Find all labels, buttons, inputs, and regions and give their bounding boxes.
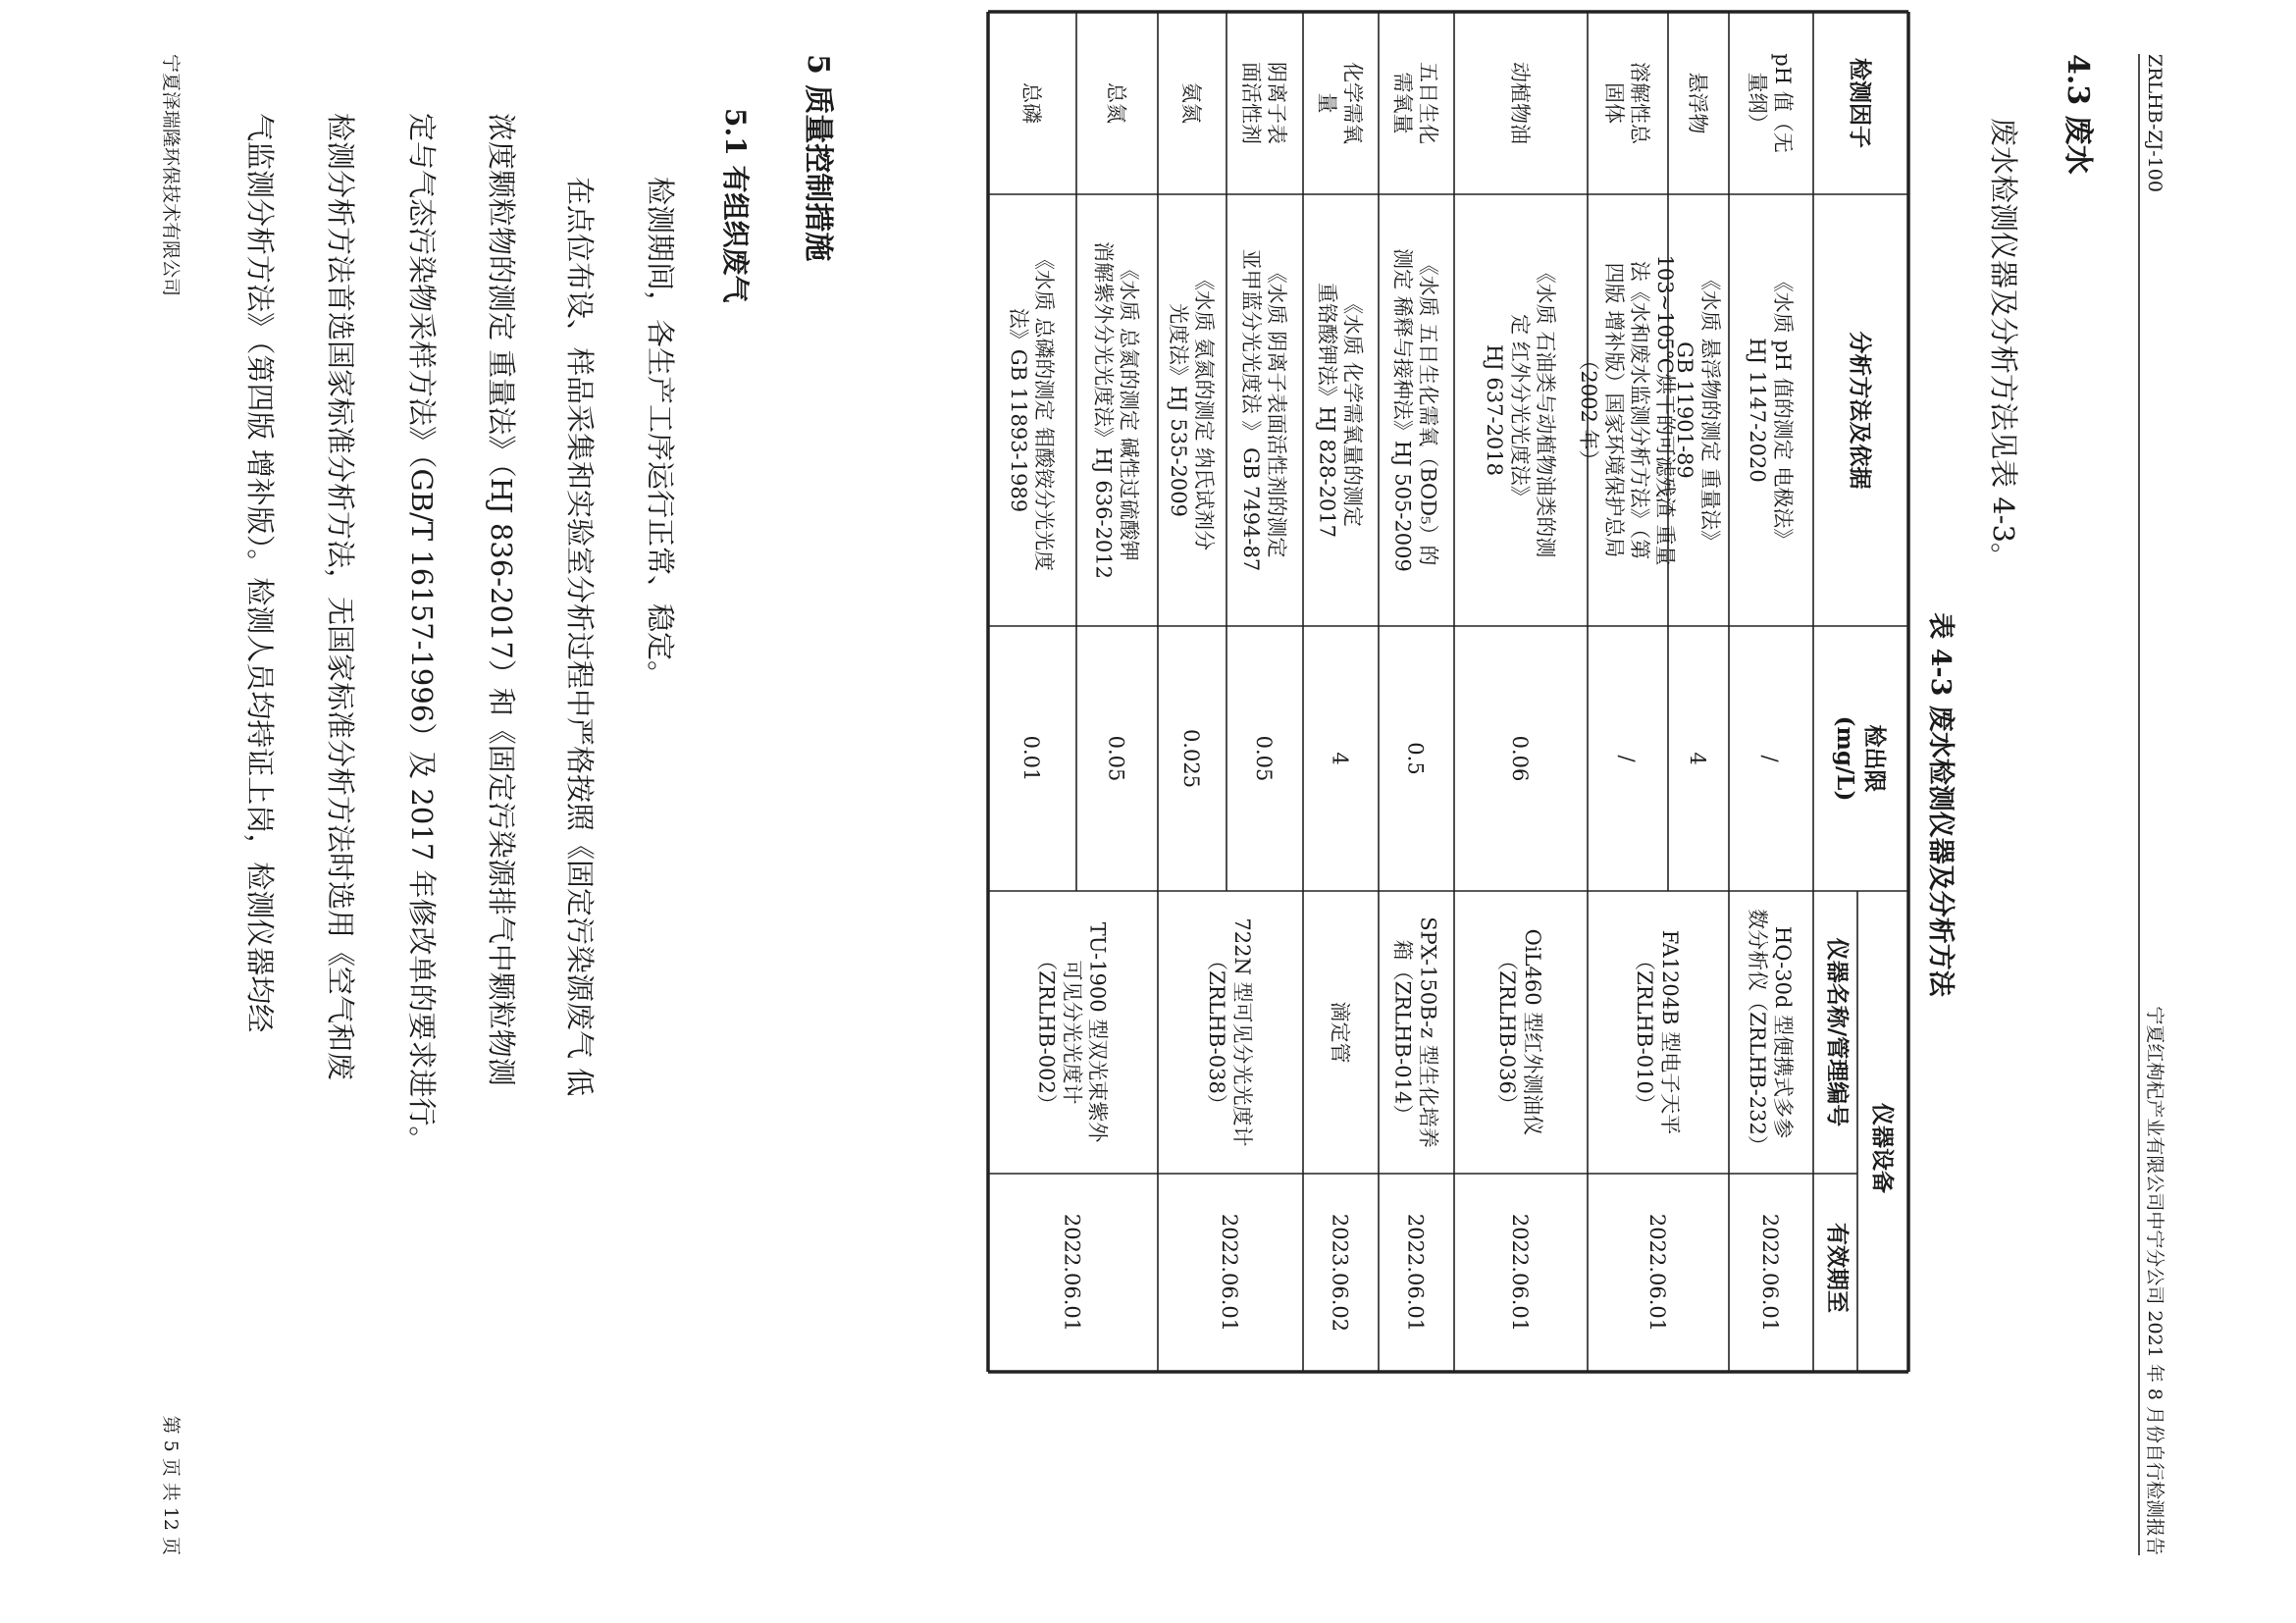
cell-method: 消解紫外分光光度法》HJ 636-2012 — [1091, 240, 1116, 580]
cell-factor: 总氮 — [1104, 82, 1128, 124]
paragraph-2-line: 定与气态污染物采样方法》（GB/T 16157-1996）及 2017 年修改单的要求进行。 — [405, 113, 439, 1155]
section-5-heading: 5 质量控制措施 — [801, 54, 835, 262]
paragraph-2-line: 在点位布设、样品采集和实验室分析过程中严格按照《固定污染源废气 低 — [563, 177, 597, 1097]
col-header-equipment: 仪器设备 — [1869, 1103, 1896, 1193]
cell-method: HJ 1147-2020 — [1746, 338, 1769, 483]
cell-instrument: （ZRLHB-010） — [1633, 950, 1656, 1115]
cell-factor: 氨氮 — [1179, 82, 1203, 124]
cell-factor: 总磷 — [1019, 82, 1043, 124]
cell-limit: 4 — [1686, 752, 1709, 765]
table-caption: 表 4-3 废水检测仪器及分析方法 — [1925, 612, 1956, 997]
cell-instrument: TU-1900 型双光束紫外 — [1085, 921, 1110, 1143]
cell-limit: 0.5 — [1403, 742, 1428, 775]
cell-factor: 量 — [1315, 92, 1339, 114]
cell-instrument: SPX-150B-z 型生化培养 — [1416, 916, 1440, 1148]
cell-method: 亚甲蓝分光光度法 》 GB 7494-87 — [1239, 248, 1263, 572]
cell-instrument: （ZRLHB-038） — [1205, 950, 1228, 1115]
paragraph-2-line: 气监测分析方法》（第四版 增补版）。检测人员均持证上岗，检测仪器均经 — [243, 113, 277, 1033]
cell-method: 《水质 化学需氧量的测定 — [1340, 293, 1365, 527]
cell-factor: 溶解性总 — [1628, 62, 1651, 144]
cell-valid-until: 2023.06.02 — [1328, 1213, 1352, 1333]
cell-method: 《水质 pH 值的测定 电极法》 — [1771, 271, 1795, 550]
report-title: 宁夏红枸杞产业有限公司中宁分公司 2021 年 8 月份自行检测报告 — [2144, 1006, 2166, 1555]
cell-method: 《水质 石油类与动植物油类的测 — [1534, 262, 1557, 558]
section-5-1-heading: 5.1 有组织废气 — [719, 108, 752, 303]
cell-factor: 动植物油 — [1508, 62, 1532, 144]
cell-instrument: （ZRLHB-036） — [1495, 950, 1519, 1115]
cell-factor: 量纲） — [1746, 72, 1769, 134]
cell-method: （2002 年） — [1577, 349, 1600, 471]
cell-instrument: FA1204B 型电子天平 — [1658, 929, 1682, 1135]
cell-valid-until: 2022.06.01 — [1758, 1213, 1782, 1333]
col-header-limit-1: 检出限 — [1861, 724, 1888, 793]
paragraph-2-line: 浓度颗粒物的测定 重量法》（HJ 836-2017）和《固定污染源排气中颗粒物测 — [485, 113, 518, 1086]
footer-company: 宁夏泽瑞隆环保技术有限公司 — [160, 54, 182, 297]
footer-page-number: 第 5 页 共 12 页 — [160, 1415, 182, 1555]
cell-method: 《水质 悬浮物的测定 重量法》 — [1698, 269, 1722, 551]
cell-method: 《水质 总磷的测定 钼酸铵分光光度 — [1032, 248, 1056, 572]
cell-factor: 固体 — [1602, 82, 1626, 124]
cell-method: 《水质 阴离子表面活性剂的测定 — [1265, 262, 1288, 558]
paragraph-1: 检测期间，各生产工序运行正常、稳定。 — [644, 177, 677, 690]
section-4-3-heading: 4.3 废水 — [2061, 54, 2095, 175]
section-4-3-lead: 废水检测仪器及分析方法见表 4-3。 — [1987, 118, 2020, 571]
cell-method: GB 11901-89 — [1673, 341, 1696, 479]
cell-instrument: 可见分光光度计 — [1060, 960, 1084, 1105]
document-code: ZRLHB-ZJ-100 — [2144, 54, 2166, 192]
col-header-valid: 有效期至 — [1824, 1223, 1851, 1313]
cell-method: 四版 增补版）国家环境保护总局 — [1602, 262, 1626, 558]
cell-factor: 面活性剂 — [1239, 62, 1263, 144]
cell-instrument: 722N 型可见分光光度计 — [1230, 917, 1254, 1147]
cell-instrument: OiL460 型红外测油仪 — [1521, 928, 1544, 1136]
cell-instrument: 滴定管 — [1328, 1001, 1352, 1064]
col-header-method: 分析方法及依据 — [1847, 331, 1873, 490]
cell-valid-until: 2022.06.01 — [1645, 1213, 1669, 1333]
cell-factor: 需氧量 — [1390, 72, 1415, 134]
cell-factor: 阴离子表 — [1265, 62, 1288, 144]
col-header-instrument: 仪器名称/管理编号 — [1824, 937, 1851, 1127]
cell-limit: 4 — [1328, 752, 1352, 765]
cell-method: 重铬酸钾法》HJ 828-2017 — [1315, 282, 1339, 539]
cell-limit: 0.05 — [1104, 735, 1128, 782]
cell-method: 光度法》HJ 535-2009 — [1167, 302, 1190, 518]
cell-valid-until: 2022.06.01 — [1218, 1213, 1241, 1333]
cell-limit: 0.025 — [1179, 728, 1203, 789]
cell-limit: 0.06 — [1508, 735, 1532, 782]
col-header-limit-2: (mg/L) — [1832, 715, 1858, 802]
cell-factor: 化学需氧 — [1340, 62, 1365, 144]
cell-method: 《水质 总氮的测定 碱性过硫酸钾 — [1117, 259, 1141, 561]
cell-limit: / — [1758, 755, 1782, 762]
cell-method: 测定 稀释与接种法》HJ 505-2009 — [1390, 248, 1415, 572]
cell-factor: 五日生化 — [1416, 62, 1440, 144]
cell-limit: / — [1615, 755, 1639, 762]
cell-instrument: 数分析仪（ZRLHB-232） — [1746, 909, 1769, 1156]
cell-factor: 悬浮物 — [1686, 72, 1709, 134]
cell-method: 103~105℃烘干的可滤残渣 重量 — [1653, 254, 1677, 566]
cell-method: 定 红外分光光度法》 — [1508, 314, 1532, 506]
col-header-factor: 检测因子 — [1847, 58, 1873, 148]
cell-limit: 0.01 — [1019, 735, 1043, 782]
paragraph-2-line: 检测分析方法首选国家标准分析方法，无国家标准分析方法时选用《空气和废 — [324, 113, 357, 1081]
cell-valid-until: 2022.06.01 — [1403, 1213, 1428, 1333]
cell-instrument: 箱（ZRLHB-014） — [1390, 939, 1415, 1126]
cell-valid-until: 2022.06.01 — [1508, 1213, 1532, 1333]
cell-limit: 0.05 — [1252, 735, 1276, 782]
cell-instrument: HQ-30d 型便携式多参 — [1771, 925, 1795, 1139]
cell-method: 法》GB 11893-1989 — [1007, 307, 1030, 513]
cell-method: 《水质 氨氮的测定 纳氏试剂分 — [1192, 269, 1216, 551]
cell-valid-until: 2022.06.01 — [1060, 1213, 1084, 1333]
cell-method: HJ 637-2018 — [1483, 343, 1506, 477]
cell-instrument: （ZRLHB-002） — [1034, 950, 1059, 1115]
cell-method: 《水质 五日生化需氧（BOD₅）的 — [1416, 254, 1440, 566]
cell-method: 法《水和废水监测分析方法》（第 — [1628, 260, 1651, 560]
cell-factor: pH 值（无 — [1771, 53, 1795, 153]
